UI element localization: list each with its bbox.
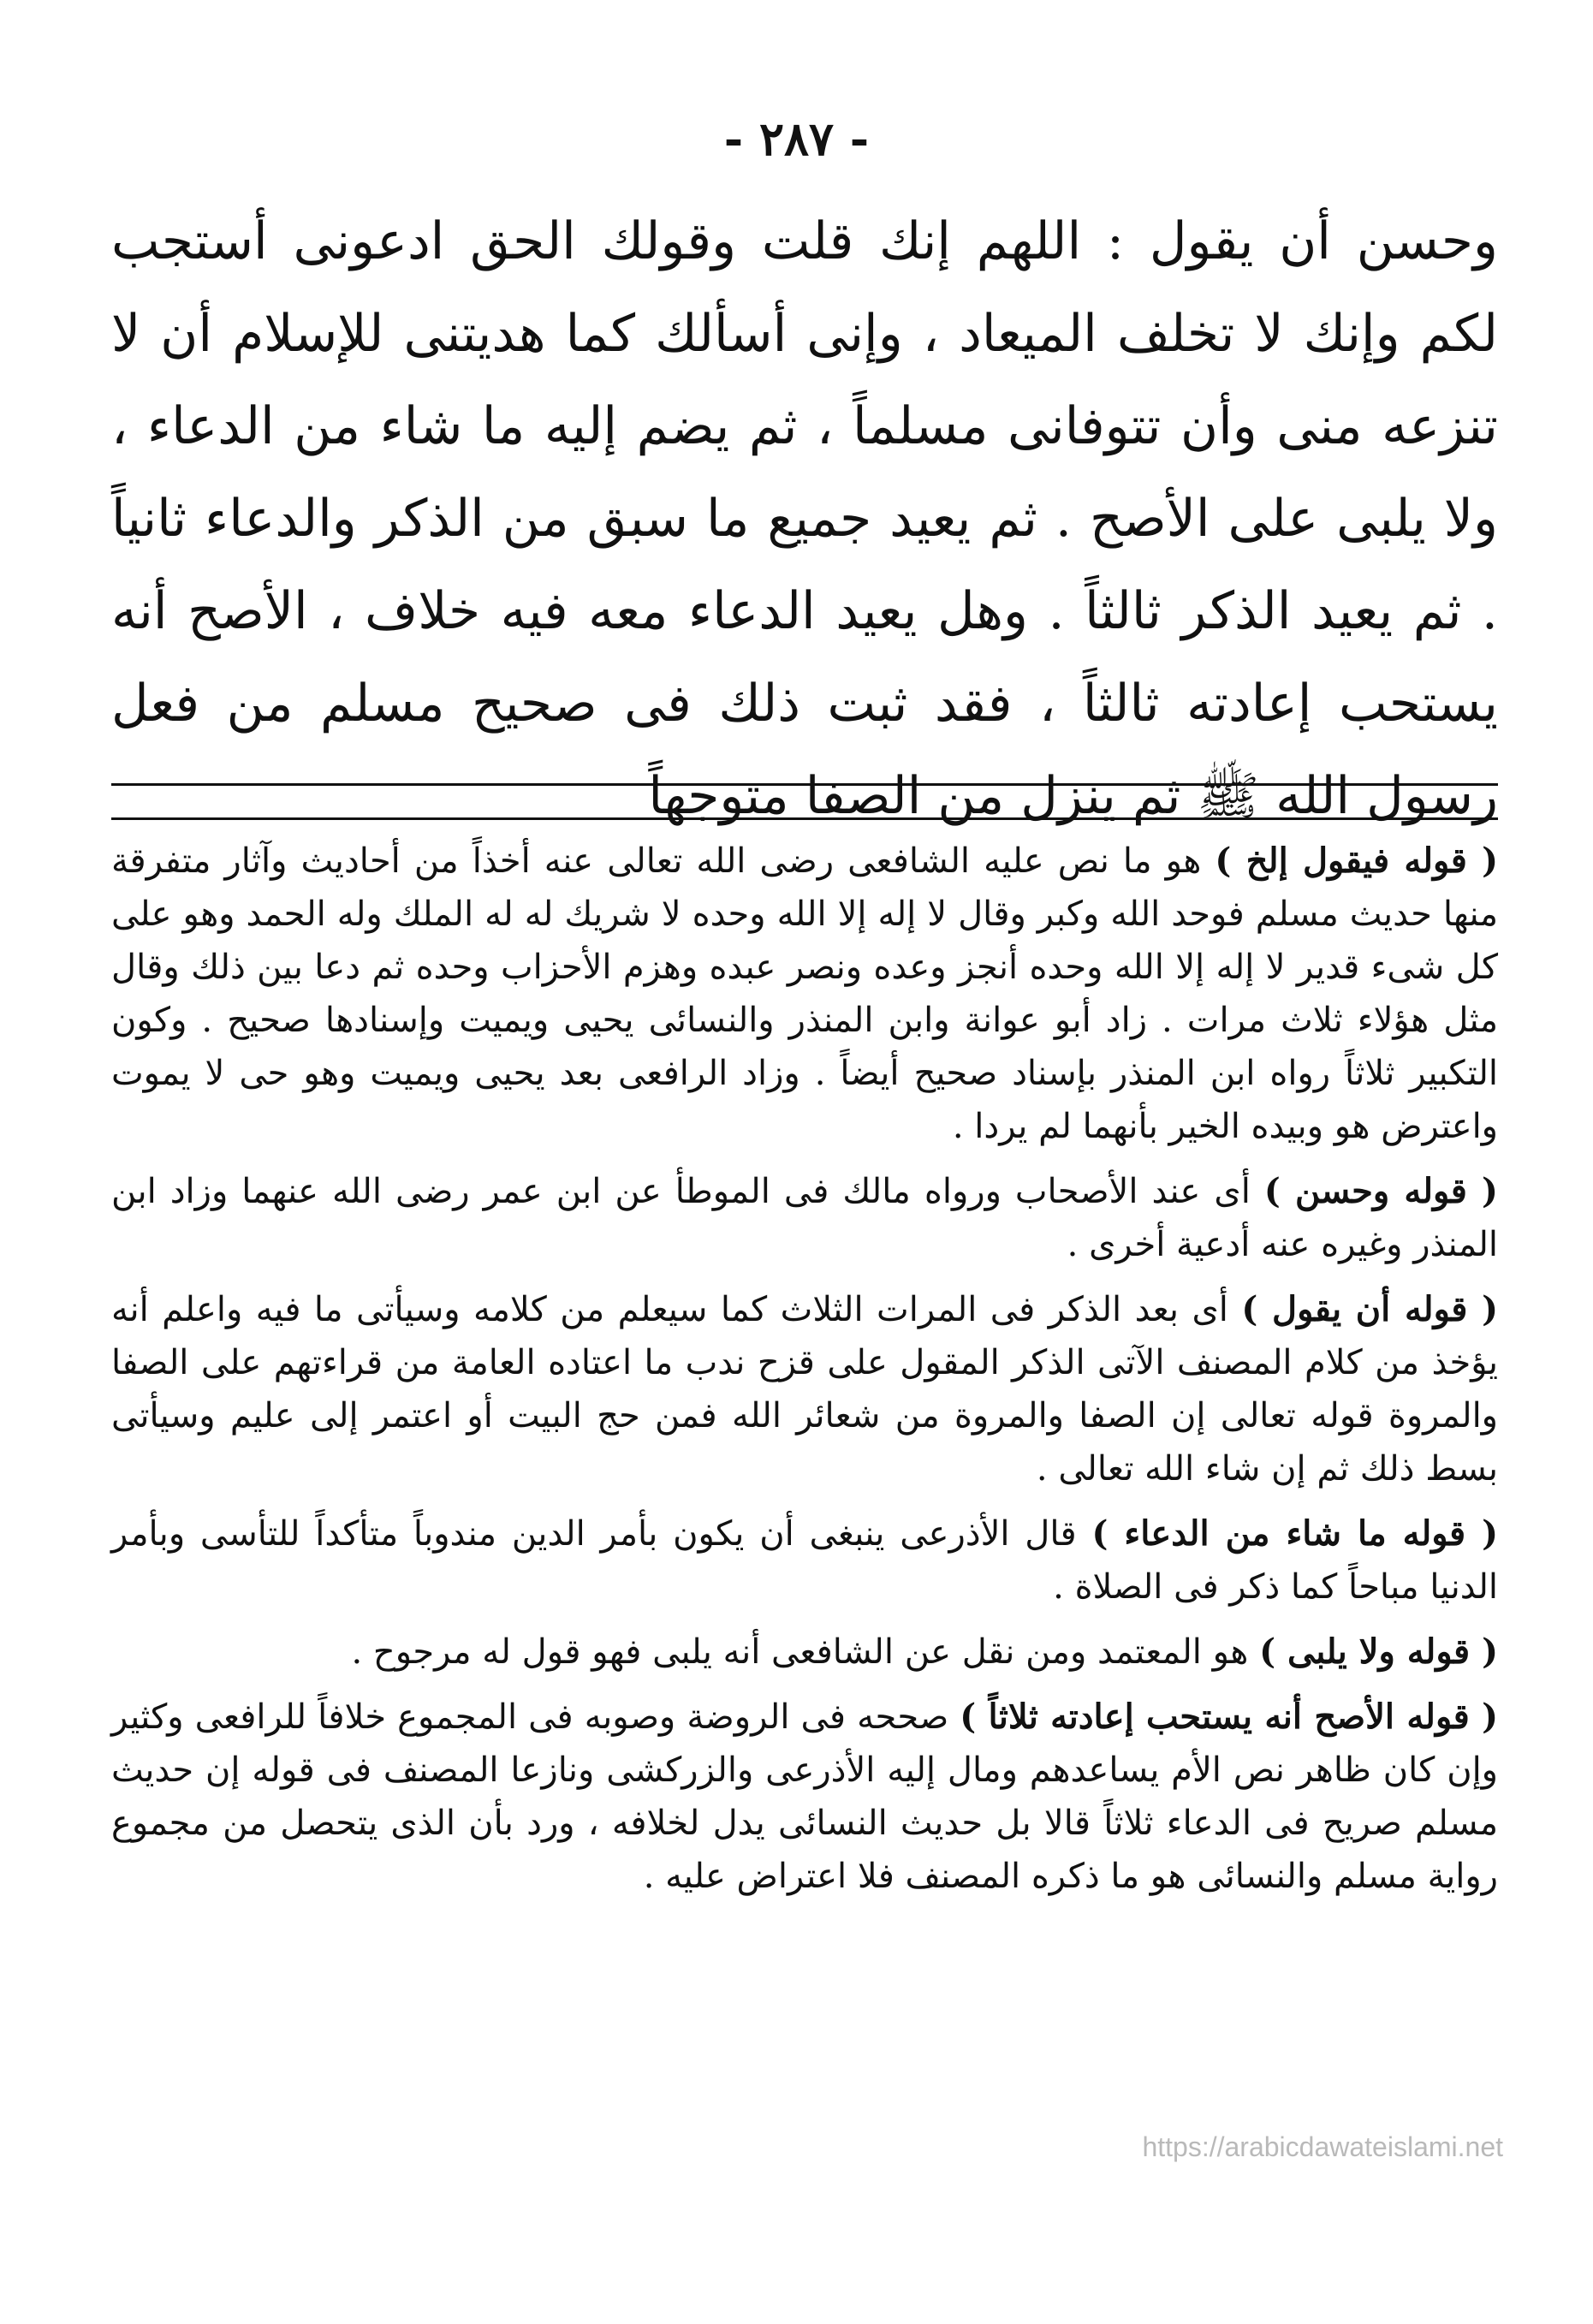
footnote-label: ( قوله الأصح أنه يستحب إعادته ثلاثاً ) — [960, 1697, 1499, 1737]
footnote-label: ( قوله ما شاء من الدعاء ) — [1091, 1513, 1499, 1554]
footnote — [111, 835, 1498, 1153]
footnote-text: أى عند الأصحاب ورواه مالك فى الموطأ عن ابن عمر رضى الله عنهما وزاد ابن المنذر وغيره عنه أدعية أخرى . — [111, 1172, 1498, 1264]
footnote-label: ( قوله وحسن ) — [1263, 1171, 1498, 1211]
footnote-label: ( قوله أن يقول ) — [1241, 1289, 1499, 1329]
footnote-text: هو ما نص عليه الشافعى رضى الله تعالى عنه أخذاً من أحاديث وآثار متفرقة منها حديث مسلم فوحد الله وكبر وقال لا إله إلا الله وحده لا شريك له له الملك وله الحمد وهو على كل شىء قدير لا إله إلا الله وحده أنجز وعده ونصر عبده وهزم الأحزاب وحده ثم دعا بين ذلك وقال مثل هؤلاء ثلاث مرات . زاد أبو عوانة وابن المنذر والنسائى يحيى ويميت وإسنادها صحيح . وكون التكبير ثلاثاً رواه ابن المنذر بإسناد صحيح أيضاً . وزاد الرافعى بعد يحيى ويميت وهو حى لا يموت واعترض هو وبيده الخير بأنهما لم يردا . — [111, 841, 1499, 1146]
footnote — [111, 1165, 1498, 1271]
footnote — [111, 1626, 1498, 1679]
separator-rule — [111, 783, 1498, 786]
footnote-label: ( قوله ولا يلبى ) — [1259, 1632, 1498, 1672]
main-text-paragraph: وحسن أن يقول : اللهم إنك قلت وقولك الحق ادعونى أستجب لكم وإنك لا تخلف الميعاد ، وإنى أسألك كما هديتنى للإسلام أن لا تنزعه منى وأن تتوفانى مسلماً ، ثم يضم إليه ما شاء من الدعاء ، ولا يلبى على الأصح . ثم يعيد جميع ما سبق من الذكر والدعاء ثانياً . ثم يعيد الذكر ثالثاً . وهل يعيد الدعاء معه فيه خلاف ، الأصح أنه يستحب إعادته ثالثاً ، فقد ثبت ذلك فى صحيح مسلم من فعل رسول الله ﷺ ثم ينزل من الصفا متوجهاً — [111, 211, 1498, 826]
page-number: - ٢٨٧ - — [723, 111, 870, 166]
footnote-text: هو المعتمد ومن نقل عن الشافعى أنه يلبى فهو قول له مرجوح . — [351, 1632, 1249, 1672]
main-text-block — [111, 195, 1498, 842]
footnote-label: ( قوله فيقول إلخ ) — [1215, 841, 1499, 881]
watermark-url: https://arabicdawateislami.net — [1142, 2131, 1503, 2162]
footnote-text: قال الأذرعى ينبغى أن يكون بأمر الدين مندوباً متأكداً للتأسى وبأمر الدنيا مباحاً كما ذكر فى الصلاة . — [111, 1514, 1498, 1607]
footnotes-block — [111, 835, 1498, 1915]
footnote-text: صححه فى الروضة وصوبه فى المجموع خلافاً للرافعى وكثير وإن كان ظاهر نص الأم يساعدهم ومال إليه الأذرعى والزركشى ونازعا المصنف فى قوله إن حديث مسلم صريح فى الدعاء ثلاثاً قالا بل حديث النسائى يدل لخلافه ، ورد بأن الذى يتحصل من مجموع رواية مسلم والنسائى هو ما ذكره المصنف فلا اعتراض عليه . — [111, 1697, 1498, 1896]
separator-rule — [111, 817, 1498, 820]
footnote — [111, 1691, 1498, 1903]
footnote — [111, 1507, 1498, 1614]
footnote — [111, 1283, 1498, 1495]
footnote-text: أى بعد الذكر فى المرات الثلاث كما سيعلم من كلامه وسيأتى ما فيه واعلم أنه يؤخذ من كلام المصنف الآتى الذكر المقول على قزح ندب ما اعتاده العامة من قراءتهم على الصفا والمروة قوله تعالى إن الصفا والمروة من شعائر الله فمن حج البيت أو اعتمر إلى عليم وسيأتى بسط ذلك ثم إن شاء الله تعالى . — [111, 1290, 1498, 1489]
